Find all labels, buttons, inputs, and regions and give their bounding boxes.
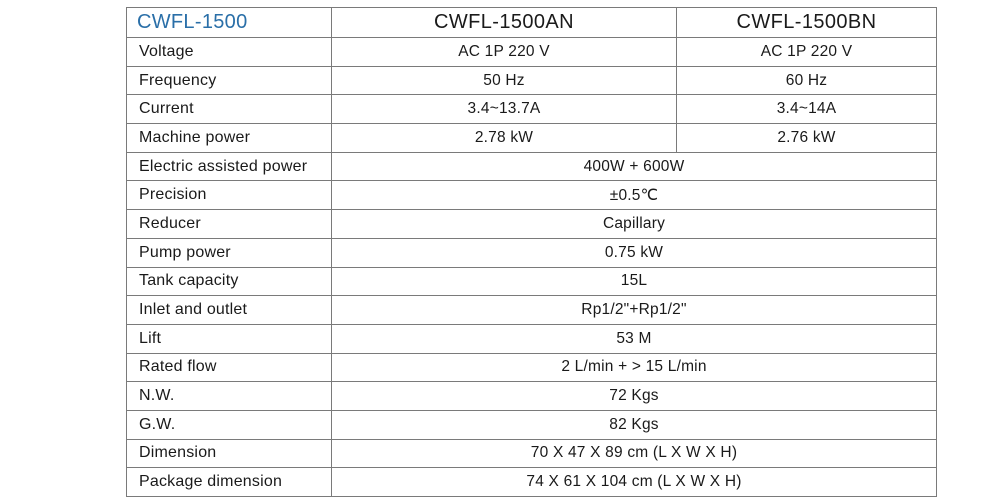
spec-table	[126, 7, 937, 497]
row-value-shared: Capillary	[332, 210, 937, 239]
row-value-shared: 53 M	[332, 324, 937, 353]
row-label: Voltage	[127, 38, 332, 67]
row-value-bn: AC 1P 220 V	[677, 38, 937, 67]
row-value-shared: ±0.5℃	[332, 181, 937, 210]
row-label: Machine power	[127, 124, 332, 153]
row-value-shared: 15L	[332, 267, 937, 296]
row-value-an: 3.4~13.7A	[332, 95, 677, 124]
table-row	[127, 66, 937, 95]
table-row	[127, 324, 937, 353]
row-value-shared: Rp1/2"+Rp1/2"	[332, 296, 937, 325]
table-row	[127, 439, 937, 468]
row-label: Package dimension	[127, 468, 332, 497]
table-row	[127, 124, 937, 153]
row-value-shared: 400W + 600W	[332, 152, 937, 181]
table-row	[127, 238, 937, 267]
header-row	[127, 8, 937, 38]
row-label: Inlet and outlet	[127, 296, 332, 325]
row-value-shared: 0.75 kW	[332, 238, 937, 267]
table-row	[127, 382, 937, 411]
row-label: Pump power	[127, 238, 332, 267]
row-label: N.W.	[127, 382, 332, 411]
table-row	[127, 267, 937, 296]
row-label: Electric assisted power	[127, 152, 332, 181]
row-label: Rated flow	[127, 353, 332, 382]
series-title: CWFL-1500	[127, 8, 332, 38]
table-row	[127, 152, 937, 181]
table-row	[127, 95, 937, 124]
table-row	[127, 410, 937, 439]
row-value-bn: 2.76 kW	[677, 124, 937, 153]
row-label: Dimension	[127, 439, 332, 468]
row-label: Tank capacity	[127, 267, 332, 296]
row-label: Current	[127, 95, 332, 124]
row-value-bn: 3.4~14A	[677, 95, 937, 124]
table-row	[127, 296, 937, 325]
table-row	[127, 210, 937, 239]
model-an-header: CWFL-1500AN	[332, 8, 677, 38]
row-value-shared: 70 X 47 X 89 cm (L X W X H)	[332, 439, 937, 468]
row-value-an: AC 1P 220 V	[332, 38, 677, 67]
table-row	[127, 181, 937, 210]
model-bn-header: CWFL-1500BN	[677, 8, 937, 38]
row-value-shared: 82 Kgs	[332, 410, 937, 439]
row-value-an: 2.78 kW	[332, 124, 677, 153]
row-label: Frequency	[127, 66, 332, 95]
row-value-shared: 74 X 61 X 104 cm (L X W X H)	[332, 468, 937, 497]
table-row	[127, 353, 937, 382]
row-label: Reducer	[127, 210, 332, 239]
row-value-shared: 72 Kgs	[332, 382, 937, 411]
row-label: G.W.	[127, 410, 332, 439]
table-row	[127, 468, 937, 497]
row-value-an: 50 Hz	[332, 66, 677, 95]
row-value-bn: 60 Hz	[677, 66, 937, 95]
row-label: Precision	[127, 181, 332, 210]
table-row	[127, 38, 937, 67]
row-value-shared: 2 L/min + > 15 L/min	[332, 353, 937, 382]
row-label: Lift	[127, 324, 332, 353]
